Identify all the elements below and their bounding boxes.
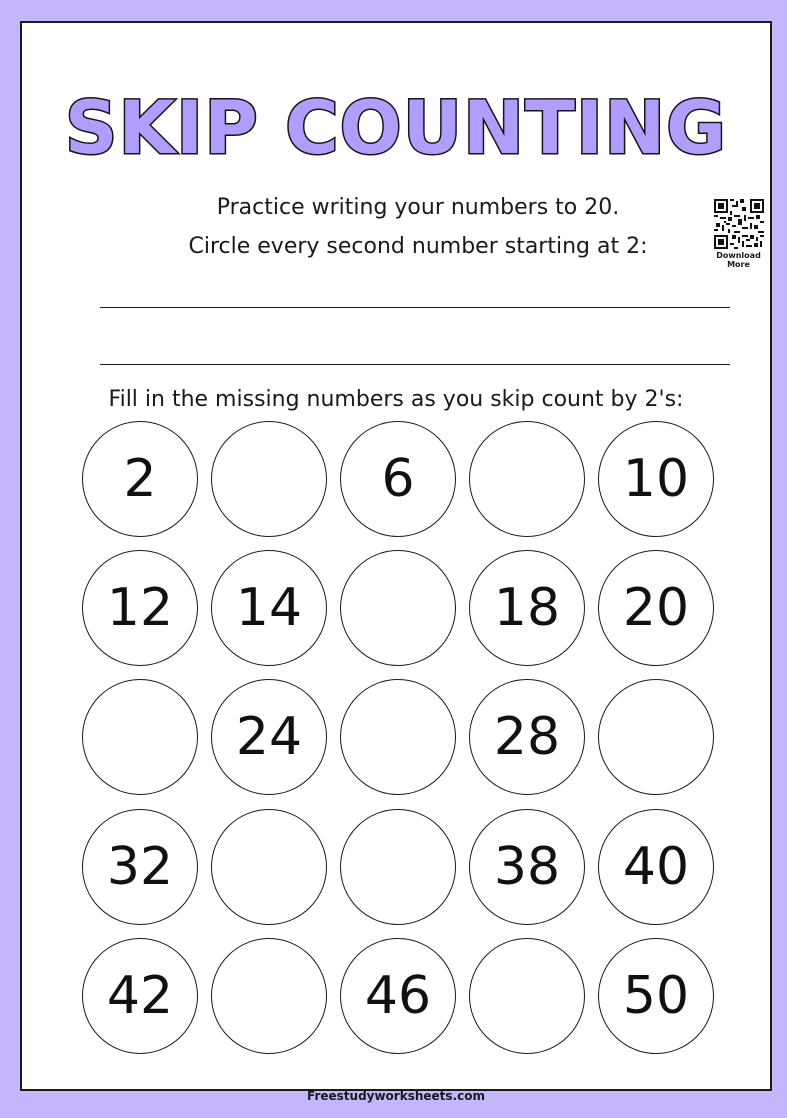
fill-instruction: Fill in the missing numbers as you skip count by 2's: <box>108 387 684 412</box>
number-circle: 32 <box>82 809 198 925</box>
number-circle: 20 <box>598 550 714 666</box>
qr-caption: Download More <box>716 251 761 269</box>
worksheet-page <box>20 21 772 1103</box>
blank-number-circle[interactable] <box>469 421 585 537</box>
number-circle: 12 <box>82 550 198 666</box>
number-circle: 14 <box>211 550 327 666</box>
number-circle: 50 <box>598 938 714 1054</box>
blank-number-circle[interactable] <box>82 679 198 795</box>
blank-number-circle[interactable] <box>340 809 456 925</box>
number-circle: 2 <box>82 421 198 537</box>
number-circle: 18 <box>469 550 585 666</box>
blank-number-circle[interactable] <box>340 679 456 795</box>
number-circle: 38 <box>469 809 585 925</box>
blank-number-circle[interactable] <box>211 809 327 925</box>
blank-number-circle[interactable] <box>469 938 585 1054</box>
blank-number-circle[interactable] <box>211 938 327 1054</box>
instruction-line-2: Circle every second number starting at 2: <box>188 234 648 259</box>
blank-number-circle[interactable] <box>340 550 456 666</box>
blank-number-circle[interactable] <box>598 679 714 795</box>
writing-line-1[interactable] <box>100 307 730 308</box>
number-circle: 40 <box>598 809 714 925</box>
instruction-line-1: Practice writing your numbers to 20. <box>216 195 620 220</box>
number-circle: 6 <box>340 421 456 537</box>
blank-number-circle[interactable] <box>211 421 327 537</box>
footer-site-name: Freestudyworksheets.com <box>307 1089 485 1103</box>
qr-download[interactable] <box>711 199 766 269</box>
number-circle: 10 <box>598 421 714 537</box>
writing-line-2[interactable] <box>100 364 730 365</box>
number-circle: 28 <box>469 679 585 795</box>
qr-code-icon <box>714 199 764 249</box>
number-circle: 46 <box>340 938 456 1054</box>
page-title: SKIP COUNTING <box>64 86 728 171</box>
number-circle: 24 <box>211 679 327 795</box>
number-circle: 42 <box>82 938 198 1054</box>
